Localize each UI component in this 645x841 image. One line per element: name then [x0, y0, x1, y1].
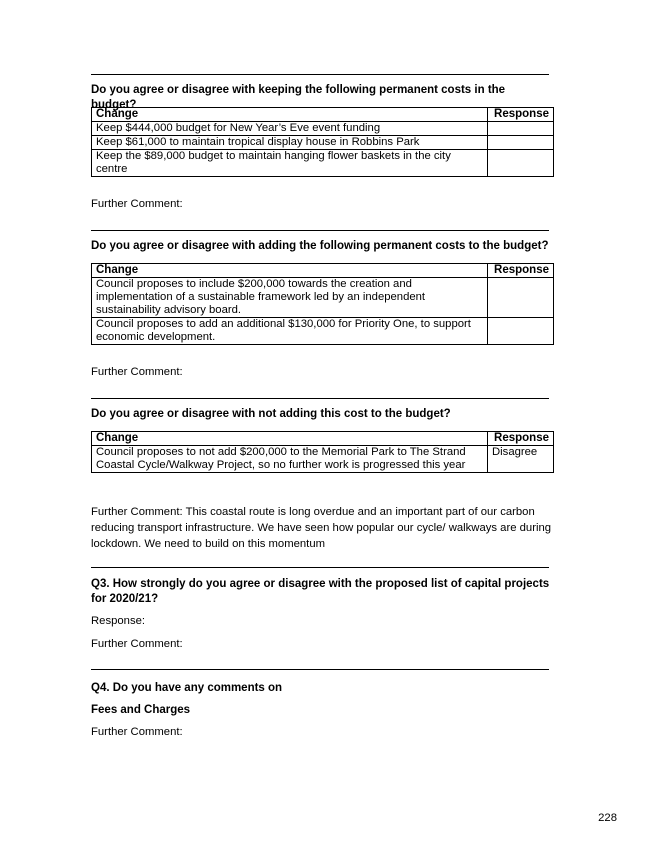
question-heading: Do you agree or disagree with not adding this cost to the budget?	[91, 408, 451, 420]
change-header: Change	[92, 432, 488, 446]
response-cell[interactable]	[488, 150, 554, 177]
change-table	[91, 431, 554, 473]
table-row	[92, 122, 554, 136]
change-cell: Council proposes to not add $200,000 to the Memorial Park to The Strand Coastal Cycle/Walkway Project, so no further work is progressed this year	[92, 446, 488, 473]
further-comment: Further Comment:	[91, 198, 183, 210]
response-header: Response	[488, 432, 554, 446]
table-row	[92, 136, 554, 150]
q4-heading: Q4. Do you have any comments on	[91, 682, 283, 694]
table-row	[92, 318, 554, 345]
further-comment: Further Comment: This coastal route is long overdue and an important part of our carbon reducing transport infrastructure. We have seen how popular our cycle/ walkways are during lockdown. We need to build on this momentum	[91, 506, 552, 550]
change-cell: Keep $61,000 to maintain tropical display house in Robbins Park	[92, 136, 488, 150]
change-cell: Keep $444,000 budget for New Year’s Eve event funding	[92, 122, 488, 136]
q3-further-comment: Further Comment:	[91, 638, 183, 650]
response-cell[interactable]	[488, 136, 554, 150]
response-cell[interactable]: Disagree	[488, 446, 554, 473]
question-heading: Do you agree or disagree with adding the following permanent costs to the budget?	[91, 240, 549, 252]
q3-heading: Q3. How strongly do you agree or disagree with the proposed list of capital projects for 2020/21?	[91, 578, 550, 605]
section-divider	[91, 230, 549, 231]
response-cell[interactable]	[488, 318, 554, 345]
table-row	[92, 150, 554, 177]
change-header: Change	[92, 108, 488, 122]
change-header: Change	[92, 264, 488, 278]
change-cell: Council proposes to add an additional $130,000 for Priority One, to support economic development.	[92, 318, 488, 345]
section-divider	[91, 567, 549, 568]
change-table	[91, 107, 554, 177]
response-cell[interactable]	[488, 278, 554, 318]
change-cell: Keep the $89,000 budget to maintain hanging flower baskets in the city centre	[92, 150, 488, 177]
further-comment: Further Comment:	[91, 366, 183, 378]
response-header: Response	[488, 108, 554, 122]
section-divider	[91, 398, 549, 399]
table-header-row	[92, 108, 554, 122]
q4-subheading: Fees and Charges	[91, 704, 191, 716]
table-row	[92, 446, 554, 473]
page-number: 228	[598, 812, 617, 824]
section-divider	[91, 74, 549, 75]
change-table	[91, 263, 554, 345]
question-heading: Do you agree or disagree with keeping the following permanent costs in the budget?	[91, 84, 506, 111]
q4-further-comment: Further Comment:	[91, 726, 183, 738]
section-divider	[91, 669, 549, 670]
change-cell: Council proposes to include $200,000 towards the creation and implementation of a sustainable framework led by an independent sustainability advisory board.	[92, 278, 488, 318]
response-header: Response	[488, 264, 554, 278]
table-header-row	[92, 264, 554, 278]
q3-response: Response:	[91, 615, 146, 627]
table-header-row	[92, 432, 554, 446]
response-cell[interactable]	[488, 122, 554, 136]
table-row	[92, 278, 554, 318]
